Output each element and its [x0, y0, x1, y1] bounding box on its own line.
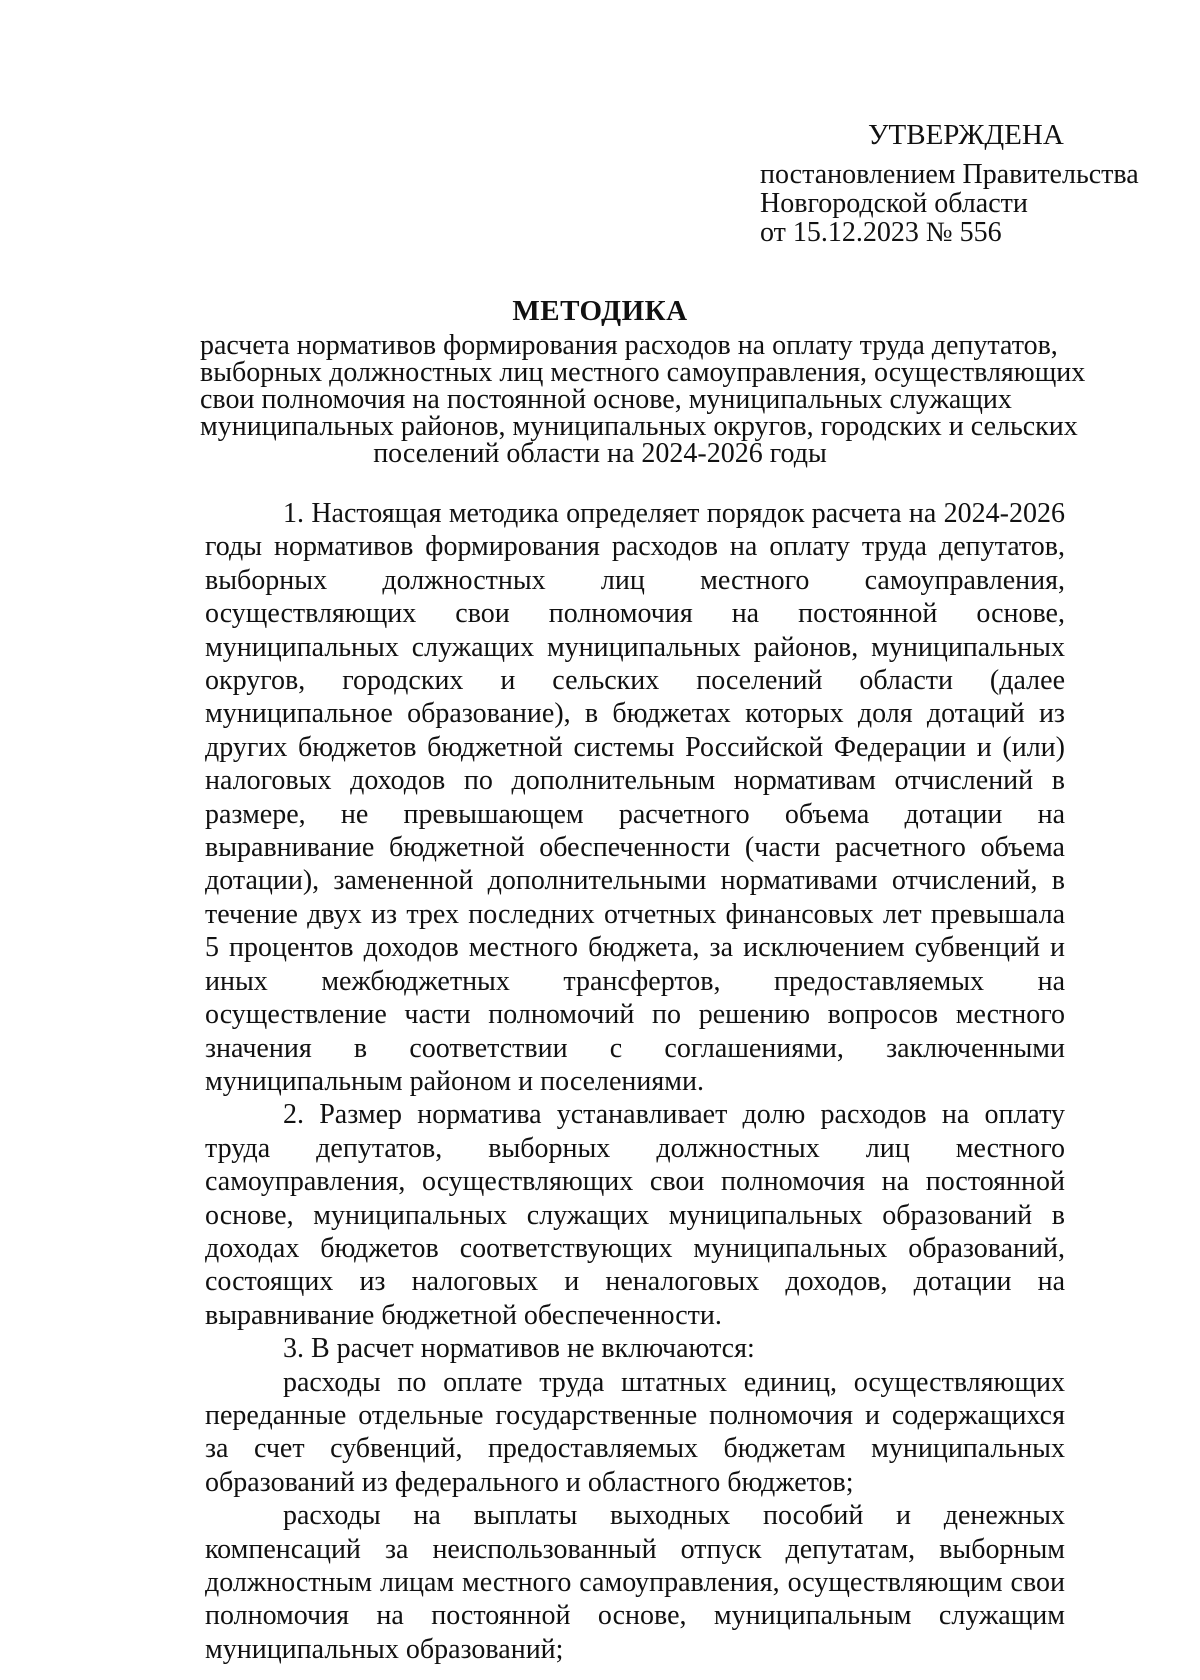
paragraph-3-item-2: расходы на выплаты выходных пособий и денежных компенсаций за неиспользованный отпуск депутатам, выборным должностным лицам местного самоуправления, осуществляющим свои полномочия на постоянной основе, муниципальным служащим муниципальных образований; — [205, 1500, 1065, 1665]
subtitle-line: поселений области на 2024-2026 годы — [373, 438, 827, 469]
subtitle-line: расчета нормативов формирования расходов на оплату труда депутатов, — [200, 330, 1058, 361]
paragraph-1: 1. Настоящая методика определяет порядок расчета на 2024-2026 годы нормативов формирования расходов на оплату труда депутатов, выборных должностных лиц местного самоуправления, осуществляющих свои полномочия на постоянной основе, муниципальных служащих муниципальных районов, муниципальных округов, городских и сельских поселений области (далее муниципальное образование), в бюджетах которых доля дотаций из других бюджетов бюджетной системы Российской Федерации и (или) налоговых доходов по дополнительным нормативам отчислений в размере, не превышающем расчетного объема дотации на выравнивание бюджетной обеспеченности (части расчетного объема дотации), замененной дополнительными нормативами отчислений, в течение двух из трех последних отчетных финансовых лет превышала 5 процентов доходов местного бюджета, за исключением субвенций и иных межбюджетных трансфертов, предоставляемых на осуществление части полномочий по решению вопросов местного значения в соответствии с соглашениями, заключенными муниципальным районом и поселениями. — [205, 498, 1065, 1097]
paragraph-3: 3. В расчет нормативов не включаются: — [283, 1333, 755, 1365]
subtitle-line: муниципальных районов, муниципальных округов, городских и сельских — [200, 411, 1078, 442]
paragraph-3-item-1: расходы по оплате труда штатных единиц, осуществляющих переданные отдельные государственные полномочия и содержащихся за счет субвенций, предоставляемых бюджетам муниципальных образований из федерального и областного бюджетов; — [205, 1366, 1065, 1498]
document-title: МЕТОДИКА — [512, 295, 688, 327]
document-title-block — [200, 294, 1086, 469]
subtitle-line: выборных должностных лиц местного самоуправления, осуществляющих — [200, 357, 1086, 388]
approval-details — [760, 160, 1139, 247]
document-body — [205, 497, 1065, 1666]
document-subtitle — [200, 330, 1086, 469]
paragraph-2: 2. Размер норматива устанавливает долю расходов на оплату труда депутатов, выборных должностных лиц местного самоуправления, осуществляющих свои полномочия на постоянной основе, муниципальных служащих муниципальных образований в доходах бюджетов соответствующих муниципальных образований, состоящих из налоговых и неналоговых доходов, дотации на выравнивание бюджетной обеспеченности. — [205, 1099, 1065, 1331]
subtitle-line: свои полномочия на постоянной основе, муниципальных служащих — [200, 384, 1012, 415]
approval-line-date-number: от 15.12.2023 № 556 — [760, 217, 1002, 248]
approval-line-region: Новгородской области — [760, 188, 1028, 219]
approval-heading: УТВЕРЖДЕНА — [868, 119, 1064, 151]
approval-line-decree: постановлением Правительства — [760, 159, 1139, 190]
